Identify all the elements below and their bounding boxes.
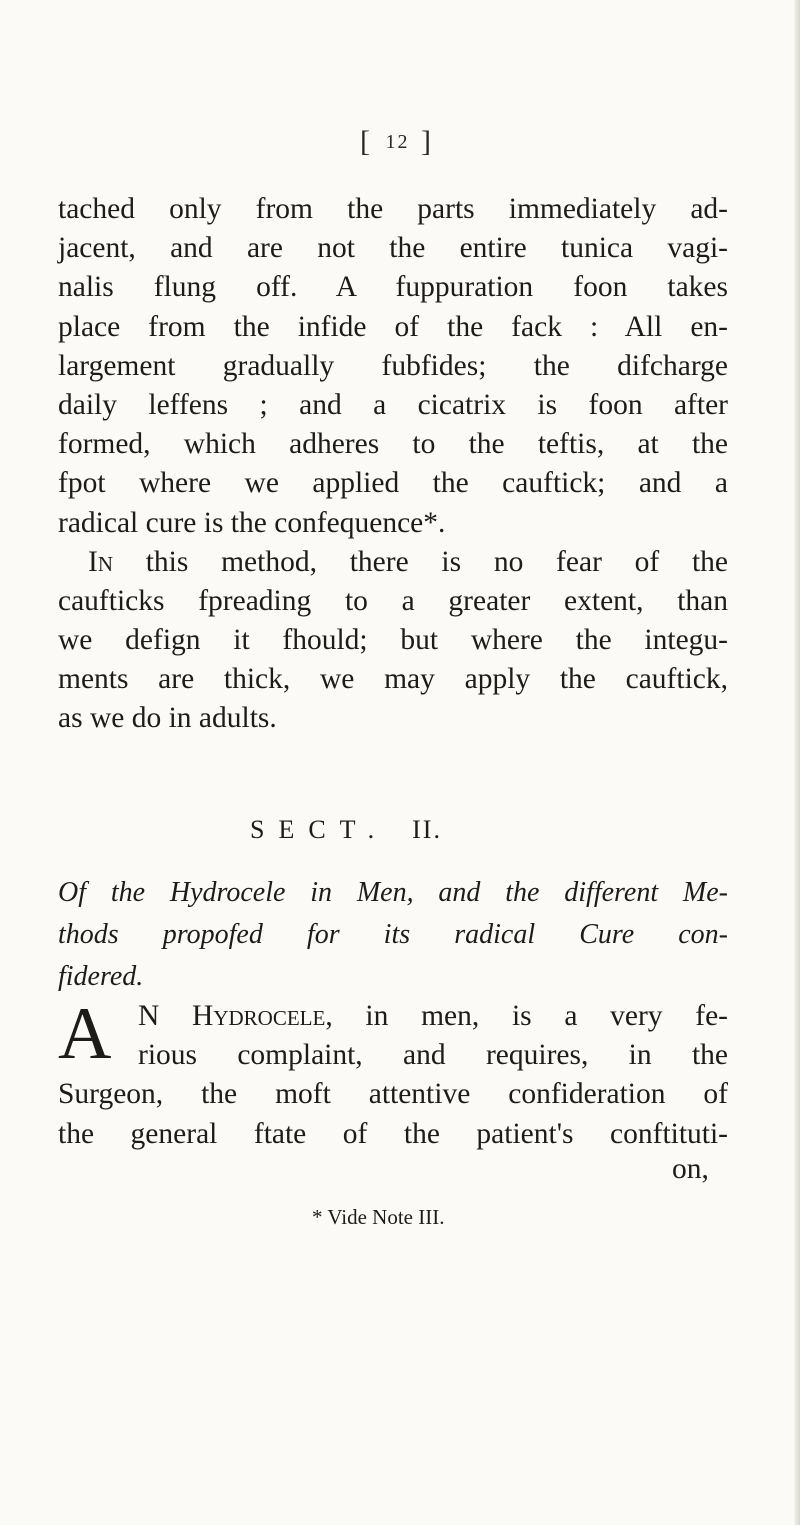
page-header: [360, 125, 435, 159]
text-line: caufticks fpreading to a greater extent, than: [58, 584, 728, 617]
section-label: SECT.: [250, 815, 389, 844]
paragraph-2: [58, 543, 728, 739]
text-line: rious complaint, and requires, in the: [138, 1039, 728, 1072]
footnote: * Vide Note III.: [312, 1205, 445, 1229]
text-line: Surgeon, the moft attentive confideration of: [58, 1078, 728, 1111]
text-line: [58, 543, 728, 582]
text-line: jacent, and are not the entire tunica vagi-: [58, 232, 728, 265]
smallcaps-term: Hydrocele: [192, 1000, 326, 1032]
text-line: [58, 997, 728, 1036]
text-line: radical cure is the confequence*.: [58, 506, 446, 539]
paragraph-3: [58, 993, 729, 1154]
body-text: [58, 190, 728, 739]
lead-word: In: [88, 545, 113, 578]
section-number: II.: [412, 815, 442, 844]
text-line: largement gradually fubfides; the difcharge: [58, 349, 728, 382]
text-fragment: this method, there is no fear of the: [113, 545, 728, 578]
text-line: ments are thick, we may apply the cauftick,: [58, 663, 728, 696]
catchword: on,: [672, 1153, 709, 1185]
page-number: 12: [385, 131, 410, 153]
paragraph-1: [58, 190, 728, 543]
text-line: formed, which adheres to the teftis, at the: [58, 428, 728, 461]
text-line: place from the infide of the fack : All en-: [58, 310, 728, 343]
section-subtitle: [58, 872, 728, 998]
bracket-open: [: [360, 125, 374, 158]
drop-cap: A: [58, 993, 112, 1075]
section-heading: [250, 815, 442, 845]
page-edge: [794, 0, 800, 1525]
subtitle-line: Of the Hydrocele in Men, and the different Me-: [58, 877, 728, 908]
text-line: we defign it fhould; but where the integu-: [58, 624, 728, 657]
text-line: as we do in adults.: [58, 702, 277, 735]
text-line: fpot where we applied the cauftick; and a: [58, 467, 728, 500]
bracket-close: ]: [421, 125, 435, 158]
subtitle-line: thods propofed for its radical Cure con-: [58, 919, 728, 950]
text-line: tached only from the parts immediately ad-: [58, 193, 728, 225]
subtitle-line: fidered.: [58, 961, 144, 992]
text-line: the general ftate of the patient's conftituti-: [58, 1117, 728, 1150]
text-fragment: N: [138, 1000, 160, 1032]
text-line: daily leffens ; and a cicatrix is foon after: [58, 388, 728, 421]
text-fragment: , in men, is a very fe-: [325, 1000, 729, 1032]
text-line: nalis flung off. A fuppuration foon takes: [58, 271, 728, 304]
